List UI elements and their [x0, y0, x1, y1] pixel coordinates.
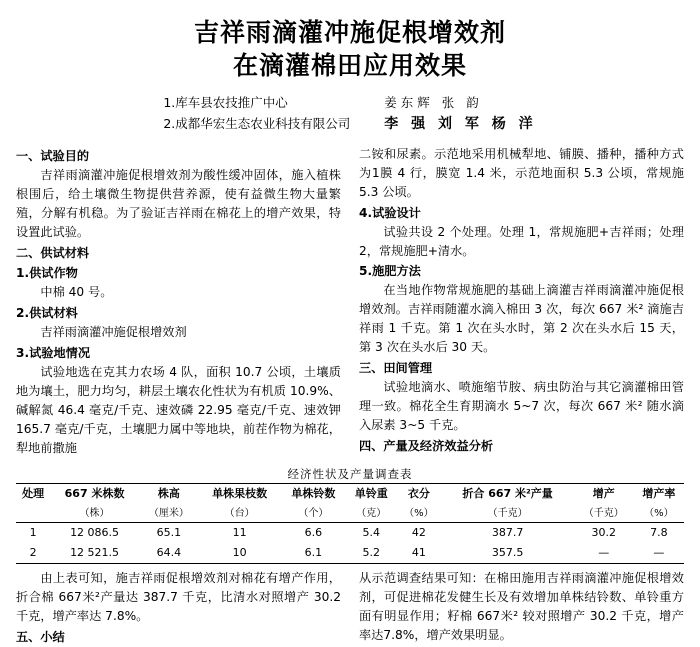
column-header: 衣分: [396, 483, 441, 502]
results-table: [16, 483, 684, 565]
table-cell: 30.2: [591, 526, 617, 540]
table-cell: 10: [199, 543, 281, 564]
paragraph: 吉祥雨滴灌冲施促根增效剂: [40, 325, 187, 340]
column-unit: [16, 502, 50, 523]
table-cell: 11: [232, 526, 247, 540]
page-title: [16, 16, 684, 82]
section-heading: 三、田间管理: [359, 361, 433, 376]
table-row: [16, 523, 684, 544]
paragraph: 试验地滴水、喷施缩节胺、病虫防治与其它滴灌棉田管理一致。棉花全生育期滴水 5~7 次，每次 667 米² 随水滴入尿素 3~5 千克。: [359, 379, 684, 432]
table-cell: —: [574, 543, 634, 564]
table-cell: 12 086.5: [70, 526, 120, 540]
column-unit: （厘米）: [139, 502, 199, 523]
table-cell: 2: [16, 543, 50, 564]
subsection-heading: 1.供试作物: [16, 266, 78, 281]
column-unit: （千克）: [441, 502, 573, 523]
table-cell: 1: [29, 526, 37, 540]
table-cell: 357.5: [441, 543, 573, 564]
column-unit: （克）: [346, 502, 396, 523]
author-line-2: 李 强 刘 军 杨 洋: [384, 116, 537, 133]
table-caption: 经济性状及产量调查表: [287, 466, 413, 481]
table-cell: 387.7: [491, 526, 524, 540]
table-header-row-top: [16, 483, 684, 502]
table-cell: 5.2: [346, 543, 396, 564]
column-header: 667 米株数: [50, 483, 138, 502]
table-cell: 42: [411, 526, 426, 540]
column-header: 增产: [574, 483, 634, 502]
paragraph: 由上表可知，施吉祥雨促根增效剂对棉花有增产作用，折合棉 667米²产量达 387.7 千克，比清水对照增产 30.2 千克，增产率达 7.8%。: [16, 571, 341, 624]
byline: [16, 92, 684, 137]
table-cell: 12 521.5: [50, 543, 138, 564]
table-cell: 6.6: [304, 526, 323, 540]
subsection-heading: 4.试验设计: [359, 205, 421, 220]
paragraph: 中棉 40 号。: [40, 285, 113, 300]
author-line-1: 姜东辉 张 韵: [384, 95, 483, 110]
section-heading: 五、小结: [16, 630, 65, 645]
affiliation-2: 2.成都华宏生态农业科技有限公司: [163, 116, 351, 132]
column-header: 株高: [139, 483, 199, 502]
paragraph: 从示范调查结果可知：在棉田施用吉祥雨滴灌冲施促根增效剂，可促进棉花发健生长及有效增加单株结铃数、单铃重方面有明显作用；籽棉 667米² 较对照增产 30.2 千克，增产率达7.8%，增产效果明显。: [359, 571, 684, 643]
author-list: [384, 92, 536, 137]
column-header: 单铃重: [346, 483, 396, 502]
table-header-row-units: [16, 502, 684, 523]
right-column: [359, 145, 684, 458]
subsection-heading: 5.施肥方法: [359, 264, 421, 279]
table-cell: 65.1: [156, 526, 182, 540]
column-unit: （千克）: [574, 502, 634, 523]
column-header: 单株果枝数: [199, 483, 281, 502]
column-header: 增产率: [634, 483, 684, 502]
table-cell: 41: [396, 543, 441, 564]
body-columns: [16, 145, 684, 458]
section-heading: 四、产量及经济效益分析: [359, 438, 494, 453]
table-cell: 6.1: [280, 543, 346, 564]
subsection-heading: 3.试验地情况: [16, 346, 91, 361]
affiliation-1: 1.库车县农技推广中心: [163, 95, 288, 110]
paragraph: 吉祥雨滴灌冲施促根增效剂为酸性缓冲固体，施入植株根围后，给土壤微生物提供营养源，使有益微生物大量繁殖，分解有机稳。为了验证吉祥雨在棉花上的增产效果，特设置此试验。: [16, 167, 341, 239]
column-unit: （台）: [199, 502, 281, 523]
section-heading: 一、试验目的: [16, 149, 90, 164]
subsection-heading: 2.供试材料: [16, 306, 78, 321]
title-line-1: 吉祥雨滴灌冲施促根增效剂: [193, 18, 506, 47]
column-header: 处理: [16, 483, 50, 502]
table-cell: 5.4: [362, 526, 381, 540]
column-unit: （%）: [396, 502, 441, 523]
table-cell: —: [634, 543, 684, 564]
table-cell: 64.4: [139, 543, 199, 564]
table-cell: 7.8: [650, 526, 668, 540]
paragraph: 试验共设 2 个处理。处理 1，常规施肥+吉祥雨；处理 2，常规施肥+清水。: [359, 224, 684, 258]
bottom-right-column: [359, 569, 684, 647]
table-row: [16, 543, 684, 564]
paragraph: 试验地选在克其力农场 4 队，面积 10.7 公顷，土壤质地为壤土，肥力均匀，耕层土壤农化性状为有机质 10.9%、碱解氮 46.4 毫克/千克、速效磷 22.95 毫克/千克、速效钾 165.7 毫克/千克，土壤肥力属中等地块，前茬作物为棉花，犁地前撒施: [16, 365, 341, 455]
column-unit: （株）: [50, 502, 138, 523]
post-table-columns: [16, 569, 684, 647]
affiliation-list: [163, 92, 350, 137]
title-line-2: 在滴灌棉田应用效果: [232, 51, 467, 80]
column-header: 折合 667 米²产量: [441, 483, 573, 502]
column-unit: （个）: [280, 502, 346, 523]
results-table-wrapper: [16, 466, 684, 565]
paragraph: 二铵和尿素。示范地采用机械犁地、铺膜、播种，播种方式为1膜 4 行，膜宽 1.4 米，示范地面积 5.3 公顷，常规施 5.3 公顷。: [359, 147, 684, 199]
paragraph: 在当地作物常规施肥的基础上滴灌吉祥雨滴灌冲施促根增效剂。吉祥雨随灌水滴入棉田 3 次，每次 667 米² 滴施吉祥雨 1 千克。第 1 次在头水时，第 2 次在头水后 15 天，第 3 次在头水后 30 天。: [359, 283, 684, 355]
bottom-left-column: [16, 569, 341, 647]
section-heading: 二、供试材料: [16, 245, 90, 260]
column-header: 单株铃数: [280, 483, 346, 502]
left-column: [16, 145, 341, 458]
column-unit: （%）: [634, 502, 684, 523]
